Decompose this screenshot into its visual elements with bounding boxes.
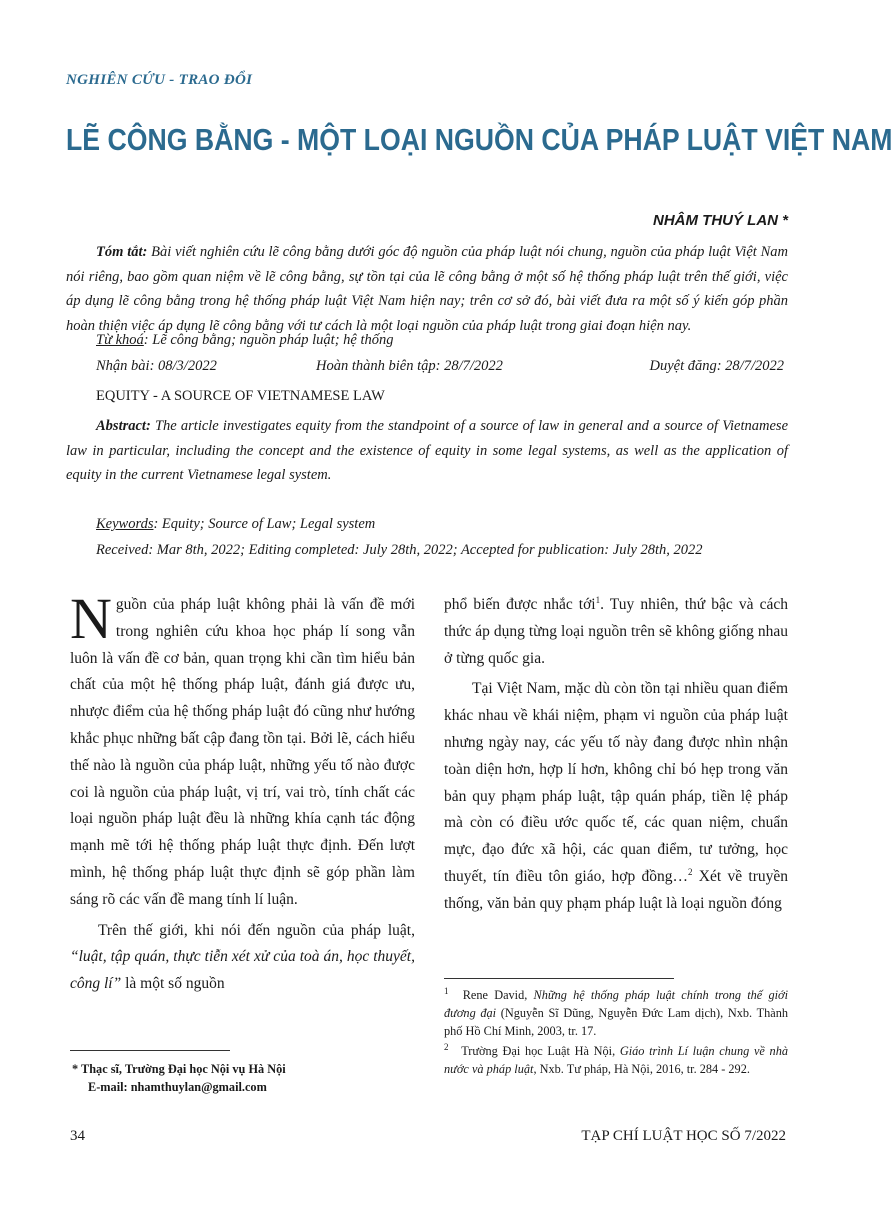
paragraph-world-b: là một số nguồn <box>121 975 225 993</box>
article-title: LẼ CÔNG BẰNG - MỘT LOẠI NGUỒN CỦA PHÁP LUẬT VIỆT NAM <box>66 122 892 157</box>
summary-en <box>66 414 788 488</box>
keywords-en-text: : Equity; Source of Law; Legal system <box>153 516 376 532</box>
footnote-ref-2[interactable]: 2 <box>688 866 693 877</box>
author-name: NHÂM THUÝ LAN * <box>653 212 788 229</box>
paragraph-intro-text: guồn của pháp luật không phải là vấn đề mới trong nghiên cứu khoa học pháp lí song vẫn luôn là vấn đề cơ bản, quan trọng khi cần tìm hiểu bản chất của một hệ thống pháp luật, đánh giá được ưu, nhược điểm của hệ thống pháp luật đó cũng như hướng khắc phục những bất cập đang tồn tại. Bởi lẽ, cách hiểu thế nào là nguồn của pháp luật, những yếu tố nào được coi là nguồn của pháp luật, vị trí, vai trò, tính chất các loại nguồn pháp luật đều là những khía cạnh tác động mạnh mẽ tới hệ thống pháp luật thực định. Đến lượt mình, hệ thống pháp luật thực định sẽ góp phần làm sáng rõ các vấn đề mang tính lí luận. <box>70 596 415 908</box>
paragraph-common-a: phổ biến được nhắc tới <box>444 596 596 613</box>
edited-vi: Hoàn thành biên tập: 28/7/2022 <box>316 358 503 374</box>
paragraph-common-b: . Tuy nhiên, thứ bậc và cách thức áp dụng từng loại nguồn trên sẽ không giống nhau ở từng quốc gia. <box>444 596 788 667</box>
footnote-ref-1[interactable]: 1 <box>595 594 601 605</box>
keywords-vi-label: Từ khoá <box>96 332 144 348</box>
paragraph-world-a: Trên thế giới, khi nói đến nguồn của pháp luật, <box>98 921 415 939</box>
keywords-en <box>96 516 375 533</box>
journal-name: TẠP CHÍ LUẬT HỌC SỐ 7/2022 <box>581 1128 786 1144</box>
footnote-2-title: Giáo trình Lí luận chung về nhà nước và pháp luật <box>444 1044 788 1076</box>
author-affiliation: * Thạc sĩ, Trường Đại học Nội vụ Hà Nội <box>72 1062 286 1076</box>
dropcap: N <box>70 586 112 651</box>
paragraph-world-quote: “luật, tập quán, thực tiễn xét xử của toà án, học thuyết, công lí” <box>70 948 415 993</box>
page-number: 34 <box>70 1128 85 1144</box>
keywords-vi-text: : Lẽ công bằng; nguồn pháp luật; hệ thống <box>143 332 394 348</box>
keywords-vi <box>96 332 394 349</box>
footnote-1-a: Rene David, <box>462 988 534 1002</box>
summary-vi <box>66 240 788 338</box>
paragraph-world <box>70 918 415 998</box>
paragraph-vietnam-a: Tại Việt Nam, mặc dù còn tồn tại nhiều quan điểm khác nhau về khái niệm, phạm vi nguồn của pháp luật nhưng ngày nay, các yếu tố này đang được nhìn nhận toàn diện hơn, hợp lí hơn, không chỉ bó hẹp trong văn bản quy phạm pháp luật, tập quán pháp, tiền lệ pháp mà còn có điều ước quốc tế, các quan niệm, chuẩn mực, đạo đức xã hội, các quan điểm, tư tưởng, học thuyết, tín điều tôn giáo, hợp đồng… <box>444 680 788 885</box>
footnote-1 <box>444 986 788 1040</box>
footnote-rule-left <box>70 1050 230 1051</box>
footnote-2-num: 2 <box>444 1041 449 1052</box>
author-email: E-mail: nhamthuylan@gmail.com <box>88 1080 267 1094</box>
received-vi: Nhận bài: 08/3/2022 <box>96 358 217 374</box>
dates-en: Received: Mar 8th, 2022; Editing completed: July 28th, 2022; Accepted for publication: July 28th, 2022 <box>96 542 703 558</box>
paragraph-vietnam <box>444 676 788 917</box>
keywords-en-label: Keywords <box>96 516 154 532</box>
footnote-2-a: Trường Đại học Luật Hà Nội, <box>461 1044 620 1058</box>
footnote-1-b: (Nguyễn Sĩ Dũng, Nguyễn Đức Lam dịch), Nxb. Thành phố Hồ Chí Minh, 2003, tr. 17. <box>444 1006 788 1038</box>
body-column-right <box>444 592 788 918</box>
summary-en-text: The article investigates equity from the standpoint of a source of law in general and a source of Vietnamese law in particular, including the concept and the existence of equity in some legal systems, as well as the application of equity in the current Vietnamese legal system. <box>66 418 789 483</box>
footnote-rule-right <box>444 978 674 979</box>
summary-en-label: Abstract: <box>96 418 151 434</box>
title-en: EQUITY - A SOURCE OF VIETNAMESE LAW <box>96 388 385 404</box>
paragraph-vietnam-b: Xét về truyền thống, văn bản quy phạm pháp luật là loại nguồn đóng <box>444 867 789 912</box>
footnote-1-title: Những hệ thống pháp luật chính trong thế giới đương đại <box>444 988 789 1020</box>
footnote-2 <box>444 1042 788 1078</box>
footnote-1-num: 1 <box>444 985 449 996</box>
section-label: NGHIÊN CỨU - TRAO ĐỔI <box>66 72 253 88</box>
body-column-left <box>70 586 415 998</box>
approved-vi: Duyệt đăng: 28/7/2022 <box>649 358 784 374</box>
summary-vi-label: Tóm tắt: <box>96 244 148 260</box>
summary-vi-text: Bài viết nghiên cứu lẽ công bằng dưới góc độ nguồn của pháp luật nói chung, nguồn của pháp luật Việt Nam nói riêng, bao gồm quan niệm về lẽ công bằng, sự tồn tại của lẽ công bằng ở một số hệ thống pháp luật trên thế giới, việc áp dụng lẽ công bằng trong hệ thống pháp luật Việt Nam hiện nay; trên cơ sở đó, bài viết đưa ra một số ý kiến góp phần hoàn thiện việc áp dụng lẽ công bằng với tư cách là một loại nguồn của pháp luật trong giai đoạn hiện nay. <box>66 244 788 334</box>
footnote-2-b: , Nxb. Tư pháp, Hà Nội, 2016, tr. 284 - 292. <box>533 1062 750 1076</box>
paragraph-common <box>444 592 788 672</box>
paragraph-intro <box>70 586 415 914</box>
